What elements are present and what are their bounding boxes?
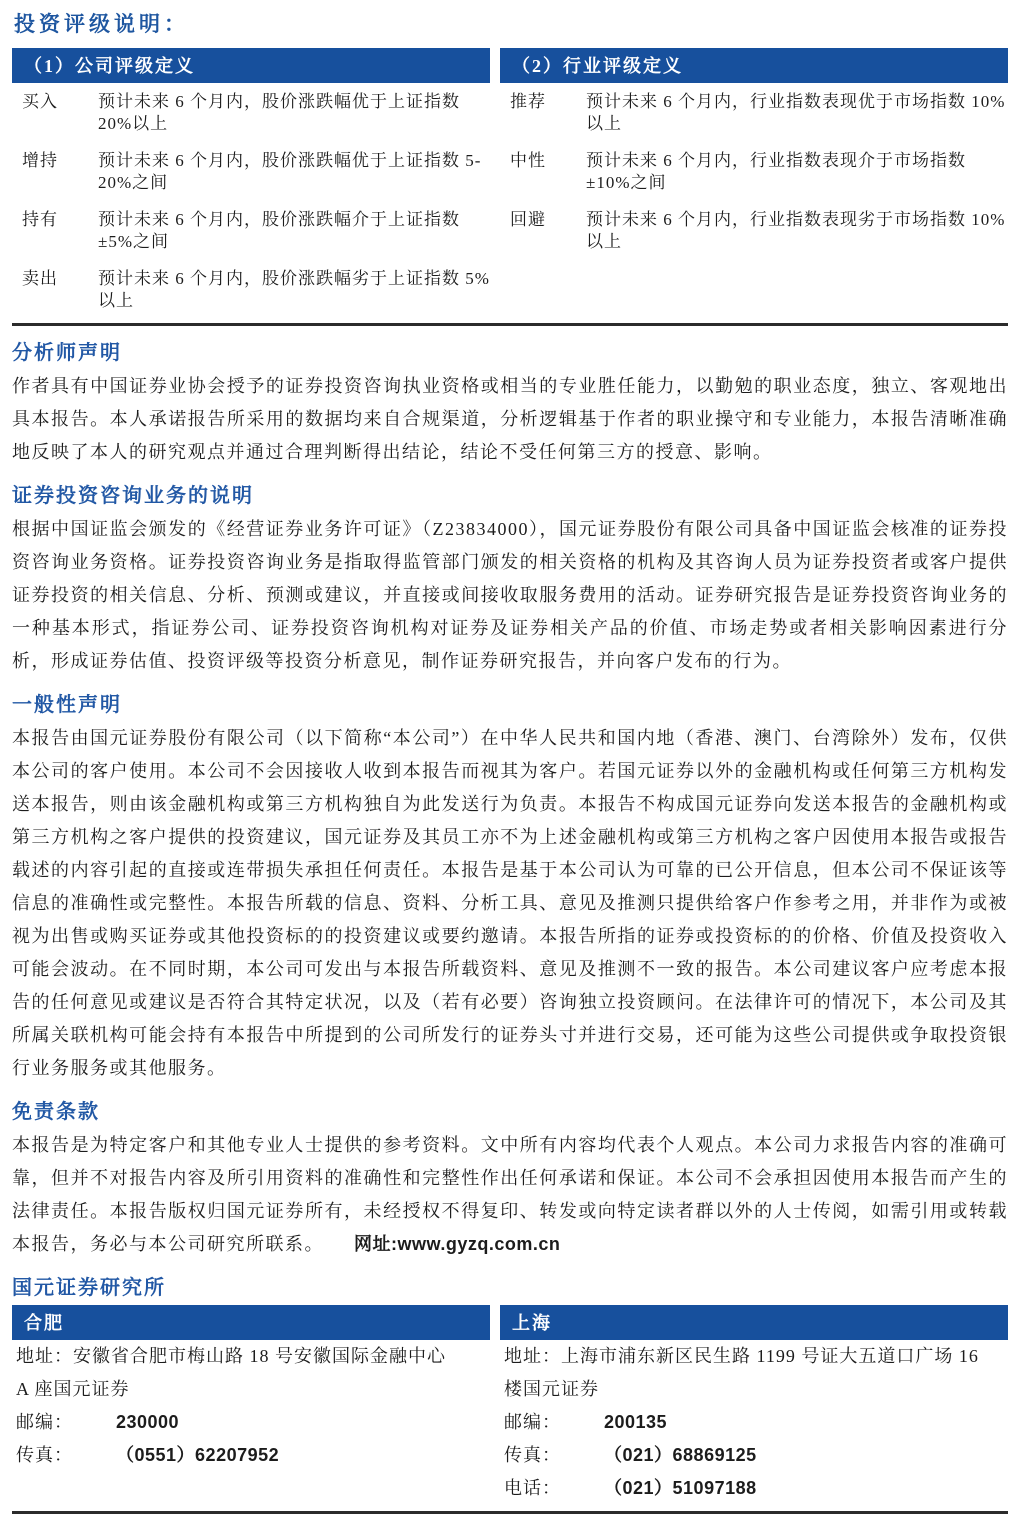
office-contact-table [12, 1305, 1008, 1514]
section-body: 作者具有中国证券业协会授予的证券投资咨询执业资格或相当的专业胜任能力，以勤勉的职业态度，独立、客观地出具本报告。本人承诺报告所采用的数据均来自合规渠道，分析逻辑基于作者的职业操守和专业能力，本报告清晰准确地反映了本人的研究观点并通过合理判断得出结论，结论不受任何第三方的授意、影响。 [12, 376, 1008, 462]
office-hefei [12, 1305, 490, 1505]
office-field-value: （021）68869125 [604, 1445, 757, 1465]
rating-description: 预计未来 6 个月内，股价涨跌幅优于上证指数 20%以上 [98, 92, 460, 133]
disclaimer-text: 本报告是为特定客户和其他专业人士提供的参考资料。文中所有内容均代表个人观点。本公司力求报告内容的准确可靠，但并不对报告内容及所引用资料的准确性和完整性作出任何承诺和保证。本公司不会承担因使用本报告而产生的法律责任。本报告版权归国元证券所有，未经授权不得复印、转发或向特定读者群以外的人士传阅，如需引用或转载本报告，务必与本公司研究所联系。 [12, 1135, 1008, 1254]
research-institute-heading: 国元证券研究所 [12, 1277, 166, 1299]
office-address-line: A 座国元证券 [16, 1379, 130, 1399]
rating-label: 推荐 [510, 92, 546, 111]
office-field-label: 传真： [504, 1445, 561, 1465]
office-field-value: 200135 [604, 1412, 668, 1432]
table-row [500, 201, 1008, 260]
rating-definitions-table [12, 48, 1008, 326]
office-field-label: 邮编： [16, 1412, 73, 1432]
rating-label: 持有 [22, 210, 58, 229]
rating-label: 买入 [22, 92, 58, 111]
table-row [500, 83, 1008, 142]
section-body: 本报告由国元证券股份有限公司（以下简称“本公司”）在中华人民共和国内地（香港、澳门、台湾除外）发布，仅供本公司的客户使用。本公司不会因接收人收到本报告而视其为客户。若国元证券以外的金融机构或任何第三方机构发送本报告，则由该金融机构或第三方机构独自为此发送行为负责。本报告不构成国元证券向发送本报告的金融机构或第三方机构之客户提供的投资建议，国元证券及其员工亦不为上述金融机构或第三方机构之客户因使用本报告或报告载述的内容引起的直接或连带损失承担任何责任。本报告是基于本公司认为可靠的已公开信息，但本公司不保证该等信息的准确性或完整性。本报告所载的信息、资料、分析工具、意见及推测只提供给客户作参考之用，并非作为或被视为出售或购买证券或其他投资标的的投资建议或要约邀请。本报告所指的证券或投资标的的价格、价值及投资收入可能会波动。在不同时期，本公司可发出与本报告所载资料、意见及推测不一致的报告。本公司建议客户应考虑本报告的任何意见或建议是否符合其特定状况，以及（若有必要）咨询独立投资顾问。在法律许可的情况下，本公司及其所属关联机构可能会持有本报告中所提到的公司所发行的证券头寸并进行交易，还可能为这些公司提供或争取投资银行业务服务或其他服务。 [12, 728, 1008, 1078]
office-field-value: （021）51097188 [604, 1478, 757, 1498]
rating-description: 预计未来 6 个月内，行业指数表现介于市场指数±10%之间 [586, 151, 966, 192]
rating-description: 预计未来 6 个月内，行业指数表现优于市场指数 10%以上 [586, 92, 1006, 133]
office-address-line: 楼国元证券 [504, 1379, 599, 1399]
office-field-value: （0551）62207952 [116, 1445, 280, 1465]
page-title: 投资评级说明： [14, 12, 189, 36]
office-field-label: 传真： [16, 1445, 73, 1465]
rating-description: 预计未来 6 个月内，股价涨跌幅劣于上证指数 5%以上 [98, 269, 490, 310]
rating-label: 增持 [22, 151, 58, 170]
office-address-line: 地址：安徽省合肥市梅山路 18 号安徽国际金融中心 [16, 1346, 446, 1366]
section-general-statement [12, 691, 1008, 1085]
table-row [500, 142, 1008, 201]
company-rating-header: （1）公司评级定义 [12, 48, 490, 83]
company-rating-column [12, 48, 490, 319]
section-heading: 免责条款 [12, 1101, 100, 1123]
office-row [500, 1439, 1008, 1472]
office-field-label: 电话： [504, 1478, 561, 1498]
office-city-header: 上海 [500, 1305, 1008, 1340]
office-address-line: 地址：上海市浦东新区民生路 1199 号证大五道口广场 16 [504, 1346, 979, 1366]
office-shanghai [500, 1305, 1008, 1505]
office-field-label: 邮编： [504, 1412, 561, 1432]
office-row [500, 1472, 1008, 1505]
section-advisory-business [12, 482, 1008, 678]
office-row [12, 1406, 490, 1439]
section-analyst-statement [12, 339, 1008, 469]
office-city-header: 合肥 [12, 1305, 490, 1340]
section-heading: 分析师声明 [12, 342, 122, 364]
section-disclaimer [12, 1098, 1008, 1261]
rating-description: 预计未来 6 个月内，行业指数表现劣于市场指数 10%以上 [586, 210, 1006, 251]
section-heading: 一般性声明 [12, 694, 122, 716]
office-row [12, 1439, 490, 1472]
table-row [12, 142, 490, 201]
rating-description: 预计未来 6 个月内，股价涨跌幅介于上证指数 ±5%之间 [98, 210, 460, 251]
section-body: 根据中国证监会颁发的《经营证券业务许可证》（Z23834000），国元证券股份有限公司具备中国证监会核准的证券投资咨询业务资格。证券投资咨询业务是指取得监管部门颁发的相关资格的机构及其咨询人员为证券投资者或客户提供证券投资的相关信息、分析、预测或建议，并直接或间接收取服务费用的活动。证券研究报告是证券投资咨询业务的一种基本形式，指证券公司、证券投资咨询机构对证券及证券相关产品的价值、市场走势或者相关影响因素进行分析，形成证券估值、投资评级等投资分析意见，制作证券研究报告，并向客户发布的行为。 [12, 519, 1008, 671]
section-heading: 证券投资咨询业务的说明 [12, 485, 254, 507]
industry-rating-header: （2）行业评级定义 [500, 48, 1008, 83]
industry-rating-column [500, 48, 1008, 319]
office-field-value: 230000 [116, 1412, 180, 1432]
table-row [12, 260, 490, 319]
section-body [12, 1129, 1008, 1261]
website-url: 网址:www.gyzq.com.cn [354, 1234, 561, 1254]
rating-description: 预计未来 6 个月内，股价涨跌幅优于上证指数 5-20%之间 [98, 151, 482, 192]
rating-label: 卖出 [22, 269, 58, 288]
section-research-institute [12, 1274, 1008, 1514]
table-row [12, 83, 490, 142]
table-row [12, 201, 490, 260]
rating-label: 中性 [510, 151, 546, 170]
rating-label: 回避 [510, 210, 546, 229]
office-row [500, 1406, 1008, 1439]
